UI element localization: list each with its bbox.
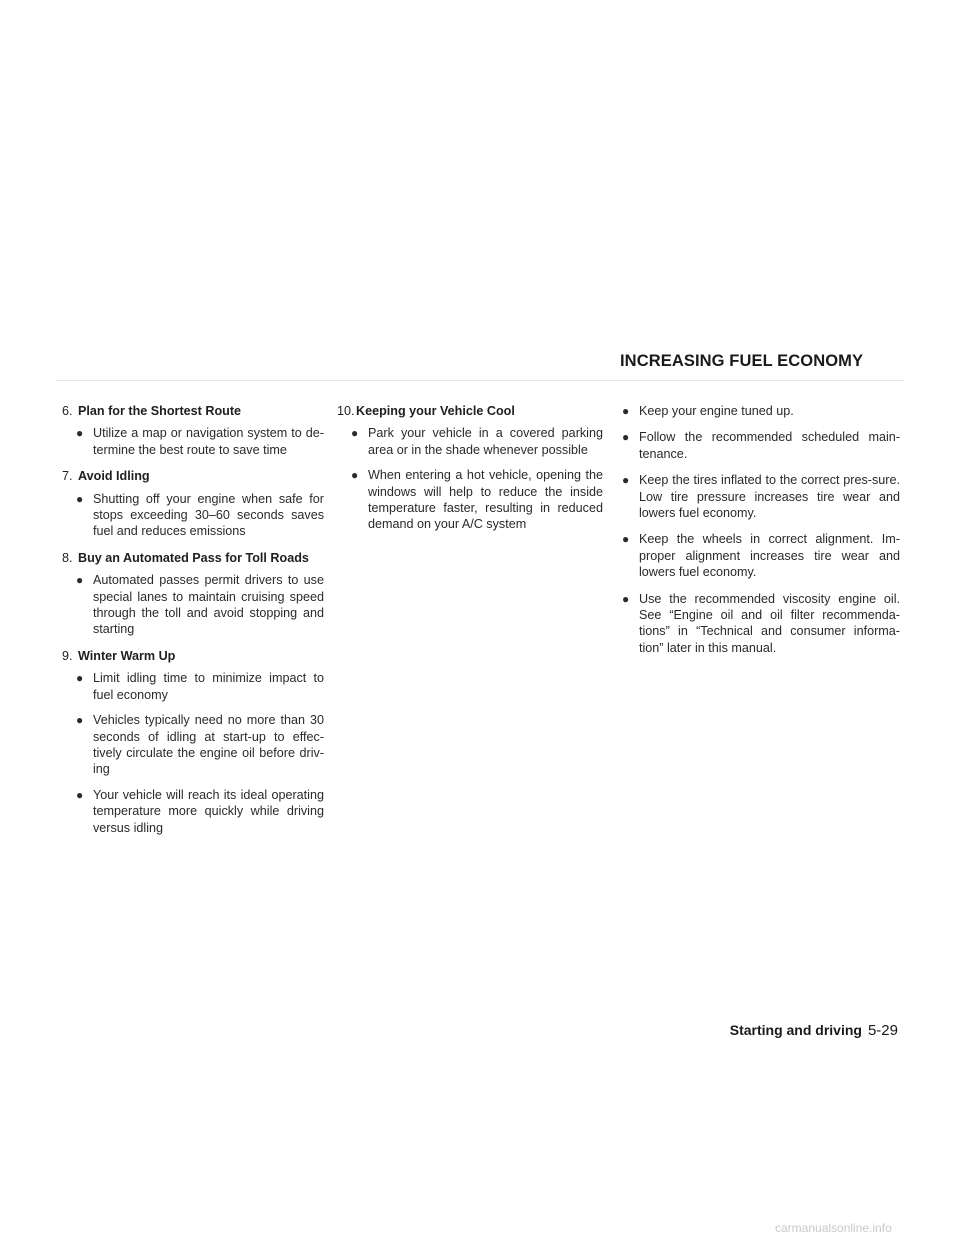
bullet-dot-icon: ● bbox=[76, 573, 84, 588]
bullet-dot-icon: ● bbox=[76, 787, 84, 802]
numbered-item bbox=[62, 648, 324, 836]
bullet-item bbox=[622, 472, 900, 521]
bullet-item bbox=[76, 572, 324, 638]
item-title: Winter Warm Up bbox=[78, 648, 176, 663]
bullet-text: When entering a hot vehicle, opening the windows will help to reduce the inside temperature faster, resulting in reduced demand on your A/C system bbox=[368, 468, 603, 532]
bullet-text: Follow the recommended scheduled main-tenance. bbox=[639, 430, 900, 461]
page-number: 5-29 bbox=[867, 1022, 898, 1039]
bullet-text: Utilize a map or navigation system to de-termine the best route to save time bbox=[93, 426, 324, 457]
bullet-text: Vehicles typically need no more than 30 seconds of idling at start-up to effec-tively circulate the engine oil before driv-ing bbox=[93, 713, 324, 777]
item-title: Buy an Automated Pass for Toll Roads bbox=[78, 550, 309, 565]
column-middle bbox=[337, 403, 603, 543]
bullet-text: Limit idling time to minimize impact to fuel economy bbox=[93, 671, 324, 702]
bullet-item bbox=[351, 425, 603, 458]
item-title: Avoid Idling bbox=[78, 469, 150, 484]
section-title: INCREASING FUEL ECONOMY bbox=[620, 352, 864, 370]
item-heading bbox=[62, 550, 324, 566]
item-title: Keeping your Vehicle Cool bbox=[356, 404, 515, 418]
bullet-dot-icon: ● bbox=[622, 532, 630, 547]
item-number: 10. bbox=[337, 404, 355, 418]
watermark: carmanualsonline.info bbox=[775, 1221, 892, 1235]
numbered-item bbox=[337, 403, 603, 533]
bullet-item bbox=[622, 429, 900, 462]
bullet-dot-icon: ● bbox=[76, 491, 84, 506]
bullet-dot-icon: ● bbox=[622, 591, 630, 606]
bullet-item bbox=[76, 670, 324, 703]
bullet-dot-icon: ● bbox=[76, 671, 84, 686]
item-number: 6. bbox=[62, 404, 73, 418]
item-number: 9. bbox=[62, 648, 73, 663]
bullet-text: Your vehicle will reach its ideal operating temperature more quickly while driving versus idling bbox=[93, 787, 324, 835]
item-heading bbox=[337, 403, 603, 419]
bullet-item bbox=[622, 531, 900, 580]
item-heading bbox=[62, 403, 324, 419]
bullet-text: Keep the tires inflated to the correct pres-sure. Low tire pressure increases tire wear and lowers fuel economy. bbox=[639, 473, 900, 521]
bullet-dot-icon: ● bbox=[351, 468, 359, 483]
item-heading bbox=[62, 648, 324, 664]
bullet-dot-icon: ● bbox=[622, 473, 630, 488]
item-number: 8. bbox=[62, 550, 73, 565]
footer-section-name: Starting and driving bbox=[729, 1022, 862, 1038]
bullet-dot-icon: ● bbox=[76, 713, 84, 728]
item-number: 7. bbox=[62, 469, 73, 484]
bullet-item bbox=[622, 403, 900, 419]
bullet-item bbox=[76, 425, 324, 458]
bullet-item bbox=[76, 787, 324, 836]
page-footer bbox=[730, 1022, 898, 1039]
bullet-item bbox=[622, 591, 900, 657]
item-heading bbox=[62, 468, 324, 484]
bullet-text: Park your vehicle in a covered parking area or in the shade whenever possible bbox=[368, 426, 603, 457]
bullet-item bbox=[351, 467, 603, 533]
bullet-text: Keep your engine tuned up. bbox=[639, 404, 794, 418]
bullet-text: Keep the wheels in correct alignment. Im-proper alignment increases tire wear and lowers fuel economy. bbox=[639, 532, 900, 580]
bullet-dot-icon: ● bbox=[76, 426, 84, 441]
column-right bbox=[622, 403, 900, 666]
bullet-text: Shutting off your engine when safe for stops exceeding 30–60 seconds saves fuel and reduces emissions bbox=[93, 491, 324, 539]
bullet-text: Automated passes permit drivers to use special lanes to maintain cruising speed through the toll and avoid stopping and starting bbox=[93, 573, 324, 637]
bullet-item bbox=[76, 491, 324, 540]
bullet-text: Use the recommended viscosity engine oil. See “Engine oil and oil filter recommenda-tions” in “Technical and consumer informa-tion” later in this manual. bbox=[639, 591, 900, 655]
bullet-dot-icon: ● bbox=[622, 430, 630, 445]
bullet-item bbox=[76, 712, 324, 778]
item-title: Plan for the Shortest Route bbox=[78, 404, 242, 418]
column-left bbox=[62, 403, 324, 846]
numbered-item bbox=[62, 550, 324, 638]
bullet-dot-icon: ● bbox=[351, 426, 359, 441]
numbered-item bbox=[62, 403, 324, 458]
numbered-item bbox=[62, 468, 324, 540]
top-divider bbox=[56, 380, 904, 381]
bullet-dot-icon: ● bbox=[622, 404, 630, 418]
